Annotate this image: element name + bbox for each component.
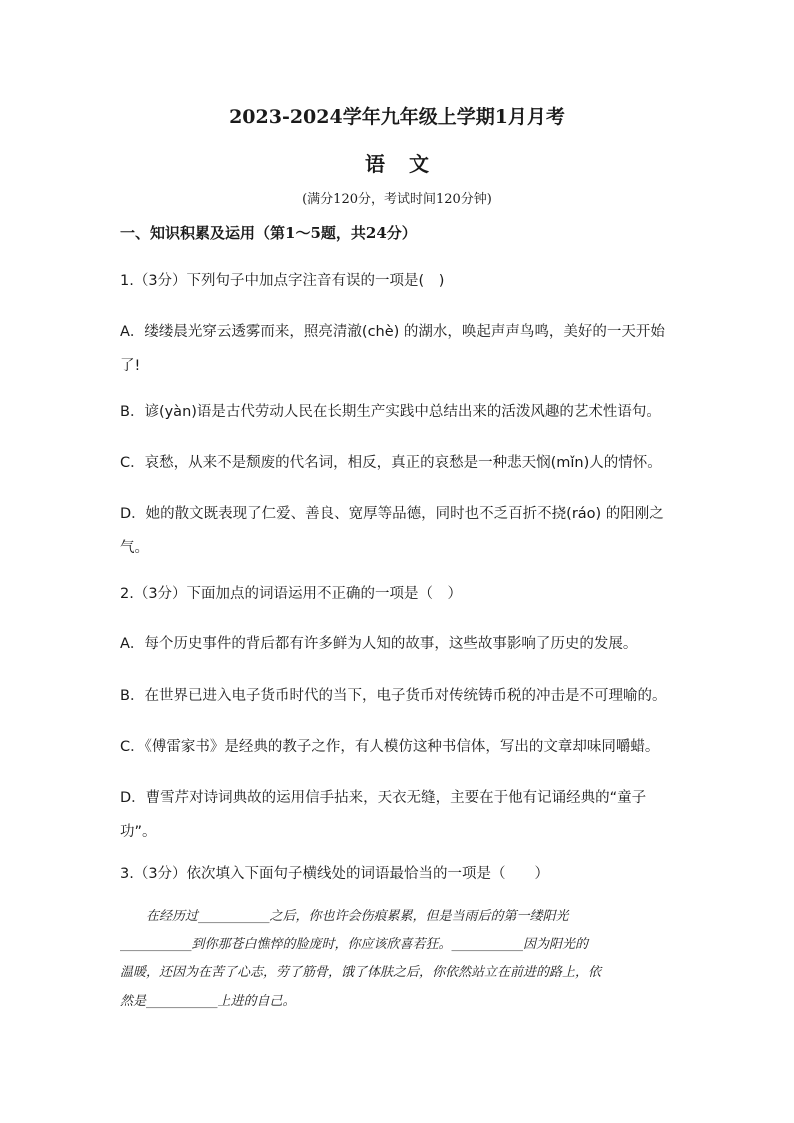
question-2-stem: 2.（3分）下面加点的词语运用不正确的一项是（ ） bbox=[120, 586, 463, 602]
question-2-option-b: B．在世界已进入电子货币时代的当下，电子货币对传统铸币税的冲击是不可理喻的。 bbox=[120, 688, 667, 704]
question-2-option-d-cont: 功”。 bbox=[120, 824, 157, 840]
question-1-option-a-cont: 了! bbox=[120, 358, 141, 374]
question-1-option-d-cont: 气。 bbox=[120, 540, 149, 556]
question-1-option-b: B．谚(yàn)语是古代劳动人民在长期生产实践中总结出来的活泼风趣的艺术性语句。 bbox=[120, 404, 661, 420]
question-1-option-c: C．哀愁，从来不是颓废的代名词，相反，真正的哀愁是一种悲天悯(mǐn)人的情怀。 bbox=[120, 455, 662, 471]
exam-title: 2023-2024学年九年级上学期1月月考 bbox=[229, 106, 565, 128]
question-3-passage-line: 温暖，还因为在苦了心志，劳了筋骨，饿了体肤之后，你依然站立在前进的路上，依 bbox=[120, 965, 602, 980]
question-3-passage-line: 在经历过___________之后，你也许会伤痕累累，但是当雨后的第一缕阳光 bbox=[120, 909, 569, 924]
question-1-option-d: D．她的散文既表现了仁爱、善良、宽厚等品德，同时也不乏百折不挠(ráo) 的阳刚之 bbox=[120, 506, 664, 522]
question-2-option-c: C．《傅雷家书》是经典的教子之作，有人模仿这种书信体，写出的文章却味同嚼蜡。 bbox=[120, 739, 660, 755]
question-3-stem: 3.（3分）依次填入下面句子横线处的词语最恰当的一项是（ ） bbox=[120, 866, 550, 882]
section-heading: 一、知识积累及运用（第1～5题，共24分） bbox=[120, 224, 417, 242]
question-3-passage-line: ___________到你那苍白憔悴的脸庞时，你应该欣喜若狂。___________因为阳光的 bbox=[120, 937, 589, 952]
subject-title: 语文 bbox=[365, 152, 453, 176]
question-3-passage-line: 然是___________上进的自己。 bbox=[120, 994, 296, 1009]
question-2-option-a: A．每个历史事件的背后都有许多鲜为人知的故事，这些故事影响了历史的发展。 bbox=[120, 636, 638, 652]
question-1-option-a: A．缕缕晨光穿云透雾而来，照亮清澈(chè) 的湖水，唤起声声鸟鸣，美好的一天开始 bbox=[120, 324, 665, 340]
question-2-option-d: D．曹雪芹对诗词典故的运用信手拈来，天衣无缝，主要在于他有记诵经典的“童子 bbox=[120, 790, 647, 806]
exam-note: (满分120分，考试时间120分钟) bbox=[302, 192, 492, 207]
question-1-stem: 1.（3分）下列句子中加点字注音有误的一项是( ) bbox=[120, 273, 445, 289]
